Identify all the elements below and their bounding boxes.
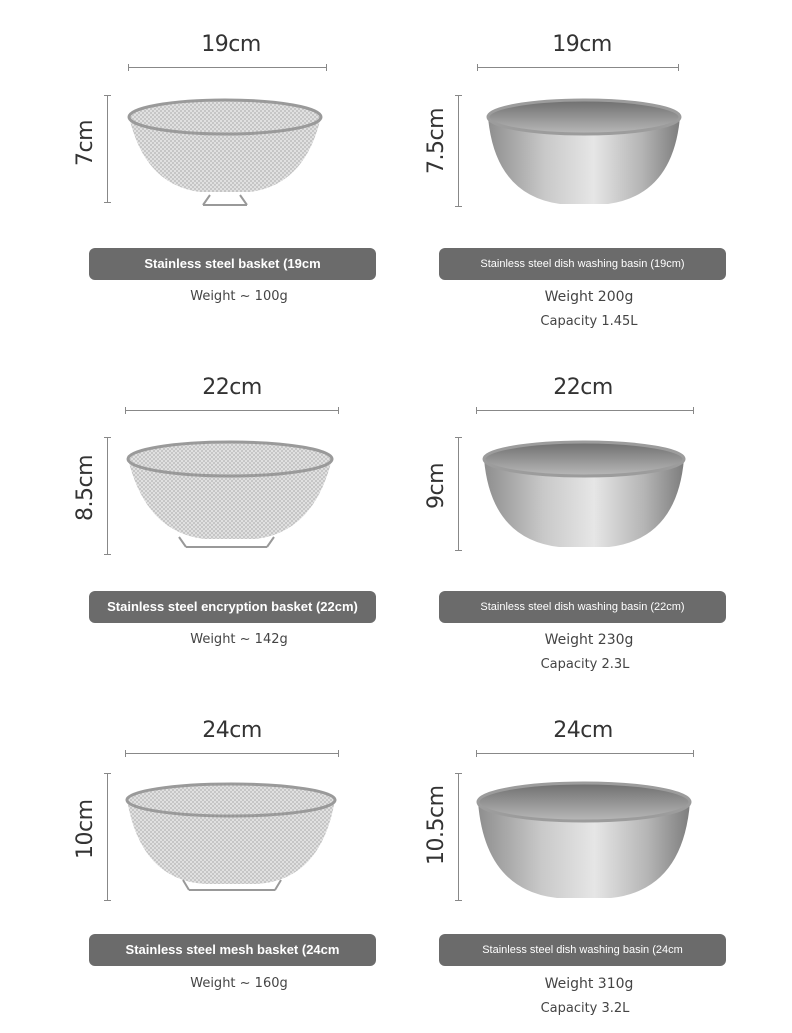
width-dimension-line xyxy=(476,753,694,754)
product-name-pill: Stainless steel basket (19cm xyxy=(89,248,376,280)
product-name-pill: Stainless steel dish washing basin (19cm) xyxy=(439,248,726,280)
width-dimension-label: 24cm xyxy=(202,718,262,743)
height-dimension-line xyxy=(107,95,108,203)
width-dimension-label: 22cm xyxy=(553,375,613,400)
width-dimension-label: 19cm xyxy=(552,32,612,57)
mesh-basket-icon xyxy=(124,437,336,555)
height-dimension-label: 10cm xyxy=(73,799,98,859)
steel-basin-icon xyxy=(475,780,693,902)
height-dimension-line xyxy=(458,95,459,207)
product-name-pill: Stainless steel encryption basket (22cm) xyxy=(89,591,376,623)
height-dimension-label: 10.5cm xyxy=(424,785,449,865)
product-name-pill: Stainless steel dish washing basin (22cm) xyxy=(439,591,726,623)
weight-label: Weight 200g xyxy=(544,289,634,305)
weight-label: Weight 310g xyxy=(544,976,634,992)
width-dimension-line xyxy=(128,67,327,68)
mesh-basket-icon xyxy=(123,780,339,898)
height-dimension-label: 7.5cm xyxy=(424,107,449,174)
product-name-pill: Stainless steel dish washing basin (24cm xyxy=(439,934,726,966)
width-dimension-label: 24cm xyxy=(553,718,613,743)
height-dimension-line xyxy=(107,437,108,555)
width-dimension-line xyxy=(476,410,694,411)
weight-label: Weight ~ 142g xyxy=(190,632,288,647)
width-dimension-label: 19cm xyxy=(201,32,261,57)
capacity-label: Capacity 1.45L xyxy=(540,314,638,329)
capacity-label: Capacity 3.2L xyxy=(540,1001,630,1016)
height-dimension-label: 8.5cm xyxy=(73,454,98,521)
height-dimension-label: 9cm xyxy=(424,462,449,509)
width-dimension-line xyxy=(125,410,339,411)
width-dimension-line xyxy=(125,753,339,754)
height-dimension-line xyxy=(107,773,108,901)
height-dimension-label: 7cm xyxy=(73,119,98,166)
height-dimension-line xyxy=(458,773,459,901)
steel-basin-icon xyxy=(485,97,683,209)
weight-label: Weight ~ 100g xyxy=(190,289,288,304)
width-dimension-label: 22cm xyxy=(202,375,262,400)
weight-label: Weight ~ 160g xyxy=(190,976,288,991)
steel-basin-icon xyxy=(481,439,687,551)
width-dimension-line xyxy=(477,67,679,68)
mesh-basket-icon xyxy=(125,95,325,210)
capacity-label: Capacity 2.3L xyxy=(540,657,630,672)
weight-label: Weight 230g xyxy=(544,632,634,648)
height-dimension-line xyxy=(458,437,459,551)
product-name-pill: Stainless steel mesh basket (24cm xyxy=(89,934,376,966)
